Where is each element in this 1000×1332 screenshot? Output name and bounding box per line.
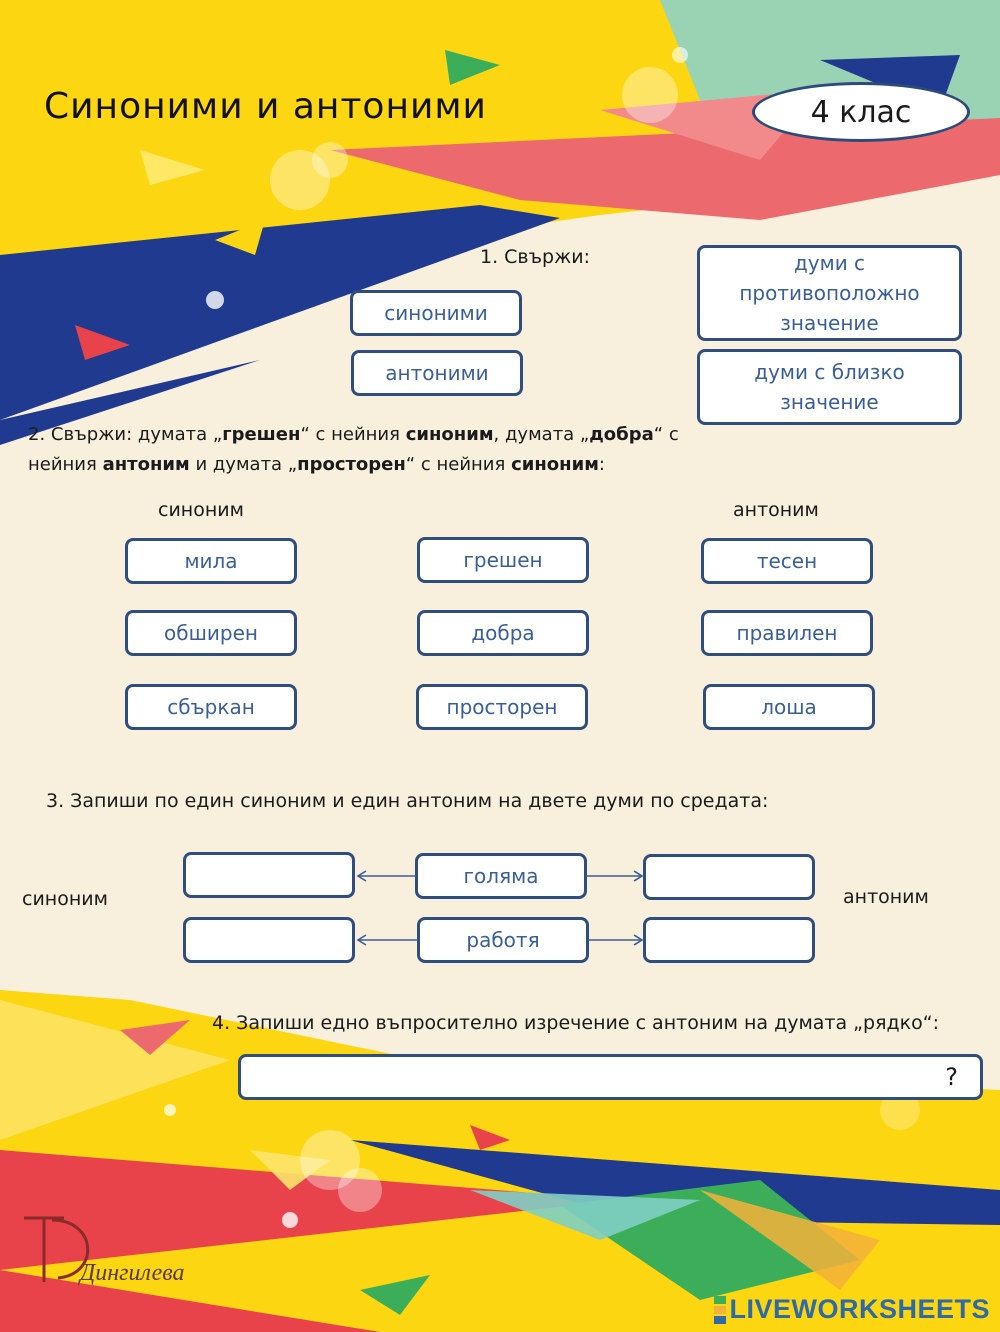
task2-col2-word[interactable]: добра [417,610,589,656]
task1-def-opposite[interactable]: думи с противоположно значение [697,245,962,341]
task1-def-close[interactable]: думи с близко значение [697,349,962,425]
grade-badge: 4 клас [752,82,970,142]
task3-synonym-input-2[interactable] [183,917,355,963]
task3-antonym-input-1[interactable] [643,854,815,900]
task2-col3-word[interactable]: правилен [701,610,873,656]
task2-col1-word[interactable]: обширен [125,610,297,656]
task2-col2-word[interactable]: просторен [416,684,588,730]
task2-label-antonym: антоним [733,499,819,521]
task2-label-synonym: синоним [158,499,244,521]
task3-arrows [350,860,650,960]
task3-synonym-input-1[interactable] [183,852,355,898]
task3-label-synonym: синоним [22,888,108,910]
task2-col1-word[interactable]: сбъркан [125,684,297,730]
task2-col1-word[interactable]: мила [125,538,297,584]
task3-word: голяма [415,853,587,899]
brand-text: LIVEWORKSHEETS [729,1294,990,1324]
page-title: Синоними и антоними [44,86,487,127]
task2-col2-word[interactable]: грешен [417,537,589,583]
task1-word-synonyms[interactable]: синоними [350,290,522,336]
task1-prompt: 1. Свържи: [480,246,590,268]
task2-col3-word[interactable]: лоша [703,684,875,730]
task3-prompt: 3. Запиши по един синоним и един антоним на двете думи по средата: [46,790,769,812]
task2-instructions: 2. Свържи: думата „грешен“ с нейния синоним, думата „добра“ с нейния антоним и думата „просторен“ с нейния синоним: [28,424,679,475]
question-mark: ? [945,1063,958,1091]
signature-text: Дингилева [80,1260,185,1286]
task4-prompt: 4. Запиши едно въпросително изречение с антоним на думата „рядко“: [212,1012,939,1034]
task3-word: работя [417,917,589,963]
task1-word-antonyms[interactable]: антоними [351,350,523,396]
task2-col3-word[interactable]: тесен [701,538,873,584]
liveworksheets-logo[interactable] [714,1294,990,1325]
task3-antonym-input-2[interactable] [643,917,815,963]
task3-label-antonym: антоним [843,886,929,908]
author-signature-logo [22,1212,202,1292]
task4-answer-input[interactable] [238,1054,983,1100]
liveworksheets-icon [714,1295,726,1325]
